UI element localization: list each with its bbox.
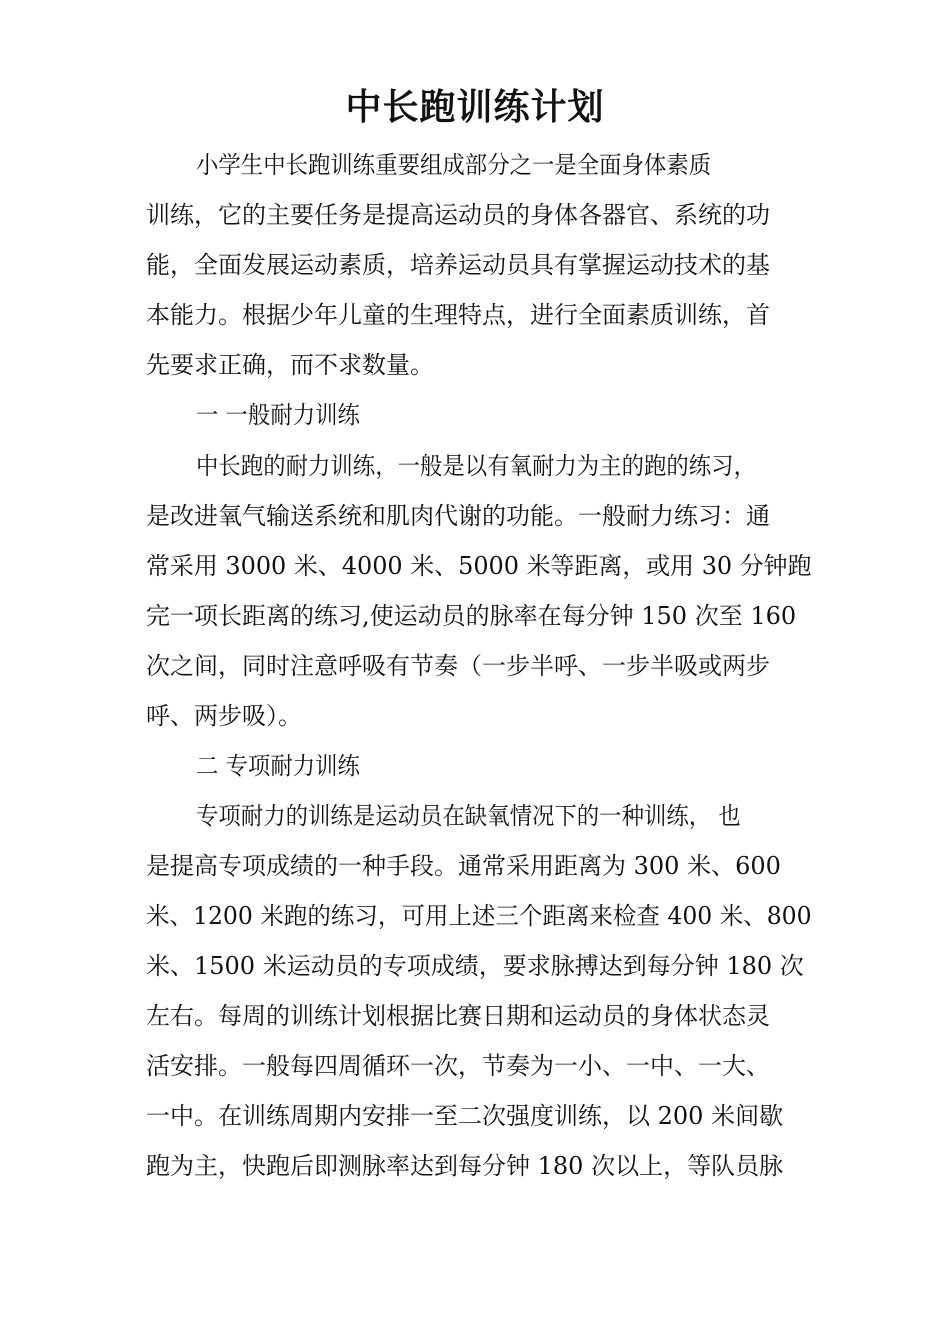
- paragraph-2-line: 次之间，同时注意呼吸有节奏（一步半呼、一步半吸或两步: [146, 652, 770, 680]
- paragraph-3-line: 活安排。一般每四周循环一次，节奏为一小、一中、一大、: [146, 1052, 770, 1080]
- section-heading: 二 专项耐力训练: [196, 752, 360, 780]
- paragraph-3-line: 是提高专项成绩的一种手段。通常采用距离为 300 米、600: [146, 852, 781, 880]
- paragraph-2-line: 完一项长距离的练习,使运动员的脉率在每分钟 150 次至 160: [146, 602, 797, 630]
- paragraph-3-line: 专项耐力的训练是运动员在缺氧情况下的一种训练， 也: [196, 802, 741, 830]
- paragraph-1-line: 小学生中长跑训练重要组成部分之一是全面身体素质: [196, 151, 712, 179]
- paragraph-3-line: 米、1200 米跑的练习，可用上述三个距离来检查 400 米、800: [146, 902, 812, 930]
- document-title: 中长跑训练计划: [345, 87, 605, 128]
- paragraph-2-line: 呼、两步吸）。: [146, 702, 302, 730]
- section-heading: 一 一般耐力训练: [196, 401, 360, 429]
- paragraph-2-line: 中长跑的耐力训练，一般是以有氧耐力为主的跑的练习，: [196, 452, 756, 480]
- paragraph-3-line: 跑为主，快跑后即测脉率达到每分钟 180 次以上，等队员脉: [146, 1152, 784, 1180]
- paragraph-2-line: 常采用 3000 米、4000 米、5000 米等距离，或用 30 分钟跑: [146, 552, 812, 580]
- paragraph-2-line: 是改进氧气输送系统和肌肉代谢的功能。一般耐力练习：通: [146, 502, 770, 530]
- paragraph-1-line: 训练，它的主要任务是提高运动员的身体各器官、系统的功: [146, 201, 770, 229]
- paragraph-3-line: 米、1500 米运动员的专项成绩，要求脉搏达到每分钟 180 次: [146, 952, 804, 980]
- paragraph-1-line: 能，全面发展运动素质，培养运动员具有掌握运动技术的基: [146, 251, 770, 279]
- paragraph-1-line: 本能力。根据少年儿童的生理特点，进行全面素质训练，首: [146, 301, 770, 329]
- paragraph-3-line: 一中。在训练周期内安排一至二次强度训练，以 200 米间歇: [146, 1102, 784, 1130]
- paragraph-1-line: 先要求正确，而不求数量。: [146, 351, 434, 379]
- paragraph-3-line: 左右。每周的训练计划根据比赛日期和运动员的身体状态灵: [146, 1002, 770, 1030]
